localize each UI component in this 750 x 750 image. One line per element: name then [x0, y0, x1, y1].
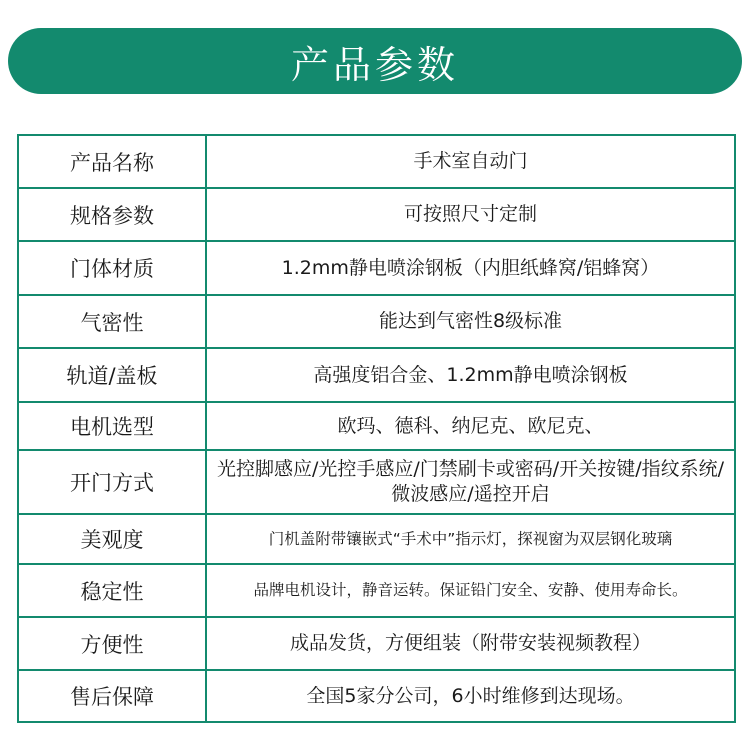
row-value: 品牌电机设计，静音运转。保证铅门安全、安静、使用寿命长。 [206, 564, 735, 617]
row-label: 产品名称 [18, 135, 206, 188]
row-value: 能达到气密性8级标准 [206, 295, 735, 348]
row-label: 电机选型 [18, 402, 206, 450]
header-banner [8, 28, 742, 94]
table-row [18, 450, 735, 514]
row-label: 美观度 [18, 514, 206, 564]
table-row [18, 135, 735, 188]
table-row [18, 348, 735, 402]
row-label: 稳定性 [18, 564, 206, 617]
row-value: 1.2mm静电喷涂钢板（内胆纸蜂窝/铝蜂窝） [206, 241, 735, 295]
row-value: 欧玛、德科、纳尼克、欧尼克、 [206, 402, 735, 450]
product-spec-table [17, 134, 736, 723]
row-value: 光控脚感应/光控手感应/门禁刷卡或密码/开关按键/指纹系统/微波感应/遥控开启 [206, 450, 735, 514]
table-row [18, 402, 735, 450]
row-label: 气密性 [18, 295, 206, 348]
page-title: 产品参数 [290, 42, 459, 87]
row-value: 高强度铝合金、1.2mm静电喷涂钢板 [206, 348, 735, 402]
row-label: 轨道/盖板 [18, 348, 206, 402]
row-value: 可按照尺寸定制 [206, 188, 735, 241]
table-row [18, 617, 735, 670]
row-label: 开门方式 [18, 450, 206, 514]
row-value: 成品发货，方便组装（附带安装视频教程） [206, 617, 735, 670]
row-value: 全国5家分公司，6小时维修到达现场。 [206, 670, 735, 722]
table-row [18, 295, 735, 348]
table-row [18, 564, 735, 617]
row-value: 门机盖附带镶嵌式“手术中”指示灯，探视窗为双层钢化玻璃 [206, 514, 735, 564]
table-row [18, 670, 735, 722]
row-label: 门体材质 [18, 241, 206, 295]
table-row [18, 514, 735, 564]
row-label: 方便性 [18, 617, 206, 670]
table-row [18, 188, 735, 241]
table-row [18, 241, 735, 295]
row-value: 手术室自动门 [206, 135, 735, 188]
row-label: 规格参数 [18, 188, 206, 241]
row-label: 售后保障 [18, 670, 206, 722]
